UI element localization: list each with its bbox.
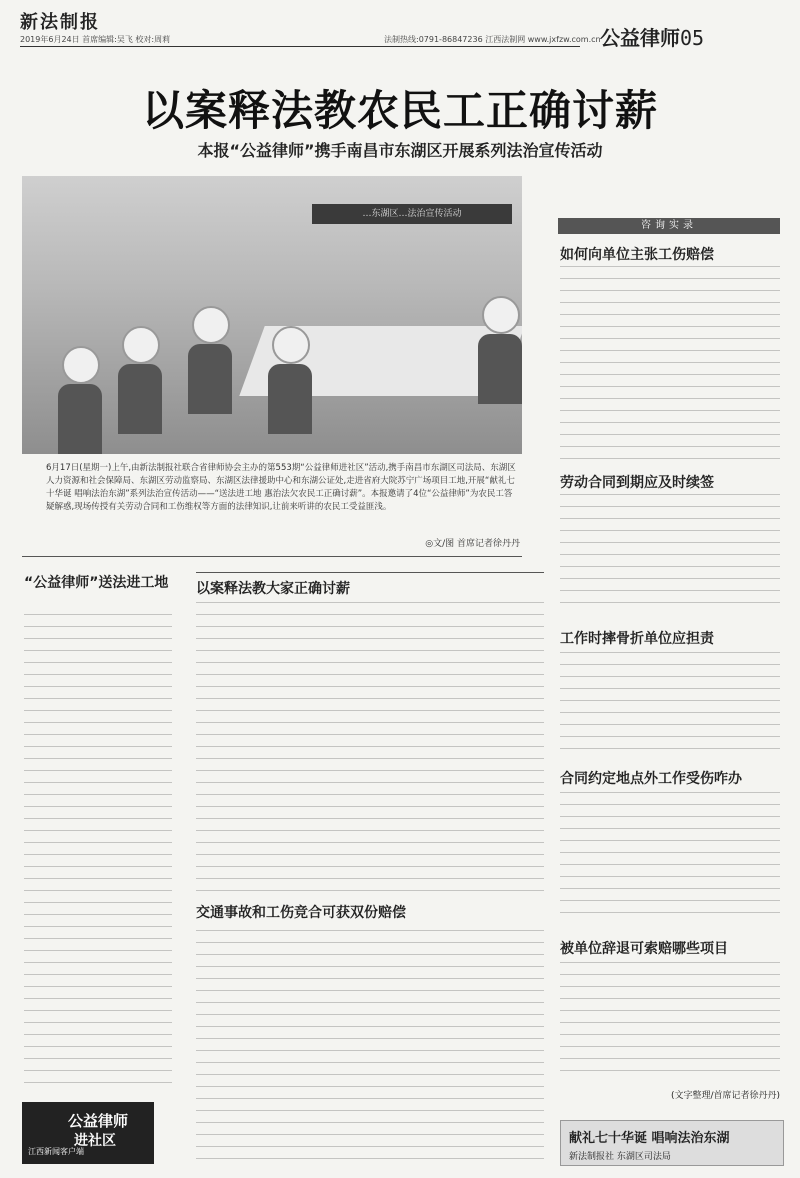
qa-title-1: 如何向单位主张工伤赔偿 xyxy=(560,247,714,263)
mid-column-heading2: 交通事故和工伤竞合可获双份赔偿 xyxy=(196,905,406,921)
qa-credit: (文字整理/首席记者徐丹丹) xyxy=(670,1091,780,1101)
qa-title-2: 劳动合同到期应及时续签 xyxy=(560,475,714,491)
qa-body-1 xyxy=(560,266,780,462)
photo-lawyer-head xyxy=(482,296,520,334)
qa-title-4: 合同约定地点外工作受伤咋办 xyxy=(560,771,742,787)
masthead-title: 新法制报 xyxy=(20,12,100,33)
column-logo xyxy=(22,1102,154,1164)
event-photo xyxy=(22,176,522,454)
section-name: 公益律师 xyxy=(600,26,680,50)
photo-credit: ◎文/图 首席记者徐丹丹 xyxy=(425,539,520,549)
slogan-line2: 新法制报社 东湖区司法局 xyxy=(569,1152,671,1162)
photo-worker-body xyxy=(268,364,312,434)
main-headline: 以案释法教农民工正确讨薪 xyxy=(141,86,658,135)
page-number: 05 xyxy=(680,26,705,50)
qa-title-3: 工作时摔骨折单位应担责 xyxy=(560,631,714,647)
contact-info: 法制热线:0791-86847236 江西法制网 www.jxfzw.com.cn xyxy=(384,35,601,44)
left-column-body xyxy=(24,614,172,1092)
qa-body-4 xyxy=(560,792,780,920)
photo-worker-body xyxy=(188,344,232,414)
photo-worker-body xyxy=(58,384,102,454)
qa-box-label: 咨询实录 xyxy=(558,218,780,234)
qa-body-2 xyxy=(560,494,780,610)
mid-column-body xyxy=(196,602,544,896)
photo-worker-head xyxy=(192,306,230,344)
photo-banner: …东湖区…法治宣传活动 xyxy=(312,204,512,224)
photo-lawyer-body xyxy=(478,334,522,404)
photo-worker-head xyxy=(272,326,310,364)
masthead-rule xyxy=(20,46,580,47)
mid-rule xyxy=(196,572,544,573)
main-subhead: 本报“公益律师”携手南昌市东湖区开展系列法治宣传活动 xyxy=(197,141,603,160)
photo-worker-body xyxy=(118,364,162,434)
qa-title-5: 被单位辞退可索赔哪些项目 xyxy=(560,941,728,957)
photo-worker-head xyxy=(122,326,160,364)
mid-column-heading: 以案释法教大家正确讨薪 xyxy=(196,581,350,597)
qa-body-5 xyxy=(560,962,780,1080)
left-column-heading: “公益律师”送法进工地 xyxy=(24,575,169,591)
photo-worker-head xyxy=(62,346,100,384)
logo-line2: 进社区 xyxy=(74,1133,116,1149)
qa-body-3 xyxy=(560,652,780,754)
mid-column-body2 xyxy=(196,930,544,1162)
logo-foot: 江西新闻客户端 xyxy=(28,1147,84,1156)
logo-line1: 公益律师 xyxy=(68,1112,129,1130)
photo-caption: 6月17日(星期一)上午,由新法制报社联合省律师协会主办的第553期“公益律师进社区”活动,携手南昌市东湖区司法局、东湖区人力资源和社会保障局、东湖区劳动监察局、东湖区法律援助中心和东湖公证处,走进省府大院苏宁广场项目工地,开展“献礼七十华诞 唱响法治东湖”系列法治宣传活动——“送法进工地 惠治法欠农民工正确讨薪”。本报邀请了4位“公益律师”为农民工答疑解惑,现场传授有关劳动合同和工伤维权等方面的法律知识,让前来听讲的农民工受益匪浅。 xyxy=(46,463,516,512)
section-divider xyxy=(22,556,522,557)
section-label xyxy=(600,22,704,51)
slogan-line1: 献礼七十华诞 唱响法治东湖 xyxy=(569,1131,730,1146)
edition-dateline: 2019年6月24日 首席编辑:吴飞 校对:周莉 xyxy=(20,35,171,44)
slogan-box xyxy=(560,1120,784,1166)
